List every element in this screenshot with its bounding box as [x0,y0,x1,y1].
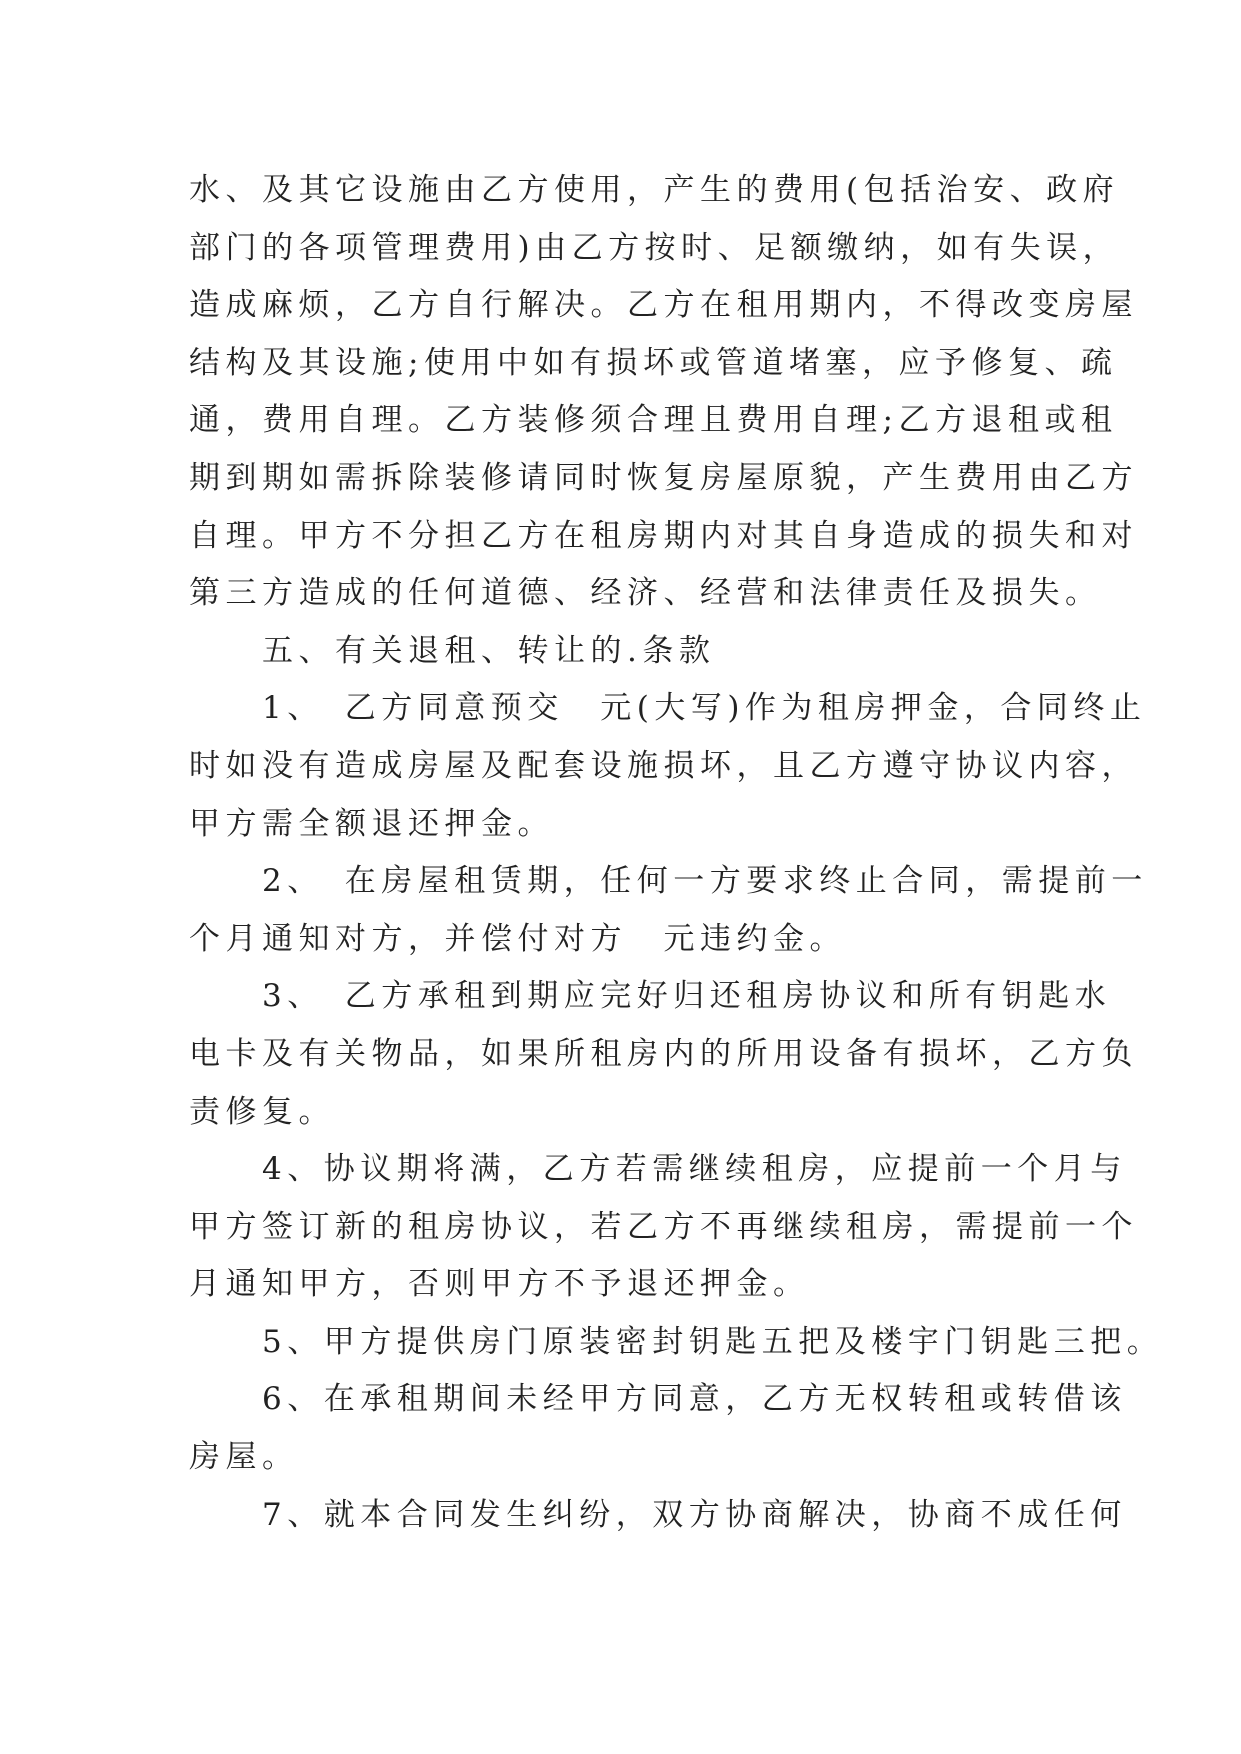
text-line: 责修复。 [189,1093,335,1130]
text-line: 部门的各项管理费用)由乙方按时、足额缴纳，如有失误， [189,229,1120,266]
clause-line: 7、就本合同发生纠纷，双方协商解决，协商不成任何 [189,1496,1127,1533]
text-line: 第三方造成的任何道德、经济、经营和法律责任及损失。 [189,575,1102,612]
text-line: 甲方需全额退还押金。 [189,805,554,842]
clause-line: 2、 在房屋租赁期，任何一方要求终止合同，需提前一 [189,863,1148,900]
clause-line: 6、在承租期间未经甲方同意，乙方无权转租或转借该 [189,1381,1127,1418]
text-line: 电卡及有关物品，如果所租房内的所用设备有损坏，乙方负 [189,1035,1138,1072]
text-line: 房屋。 [189,1439,299,1476]
text-line: 造成麻烦，乙方自行解决。乙方在租用期内，不得改变房屋 [189,287,1138,324]
clause-line: 4、协议期将满，乙方若需继续租房，应提前一个月与 [189,1151,1127,1188]
text-line: 时如没有造成房屋及配套设施损坏，且乙方遵守协议内容， [189,747,1138,784]
text-line: 结构及其设施;使用中如有损坏或管道堵塞，应予修复、疏 [189,344,1118,381]
document-body [189,162,1164,1544]
section-heading: 五、有关退租、转让的.条款 [189,632,716,669]
text-line: 水、及其它设施由乙方使用，产生的费用(包括治安、政府 [189,172,1120,208]
text-line: 月通知甲方，否则甲方不予退还押金。 [189,1266,810,1303]
text-line: 个月通知对方，并偿付对方 元违约金。 [189,920,846,957]
text-line: 甲方签订新的租房协议，若乙方不再继续租房，需提前一个 [189,1208,1138,1245]
text-line: 自理。甲方不分担乙方在租房期内对其自身造成的损失和对 [189,517,1138,554]
text-line: 通，费用自理。乙方装修须合理且费用自理;乙方退租或租 [189,402,1118,439]
clause-line: 1、 乙方同意预交 元(大写)作为租房押金，合同终止 [189,690,1147,727]
clause-line: 3、 乙方承租到期应完好归还租房协议和所有钥匙水 [189,978,1112,1015]
clause-line: 5、甲方提供房门原装密封钥匙五把及楼宇门钥匙三把。 [189,1323,1164,1360]
text-line: 期到期如需拆除装修请同时恢复房屋原貌，产生费用由乙方 [189,459,1138,496]
